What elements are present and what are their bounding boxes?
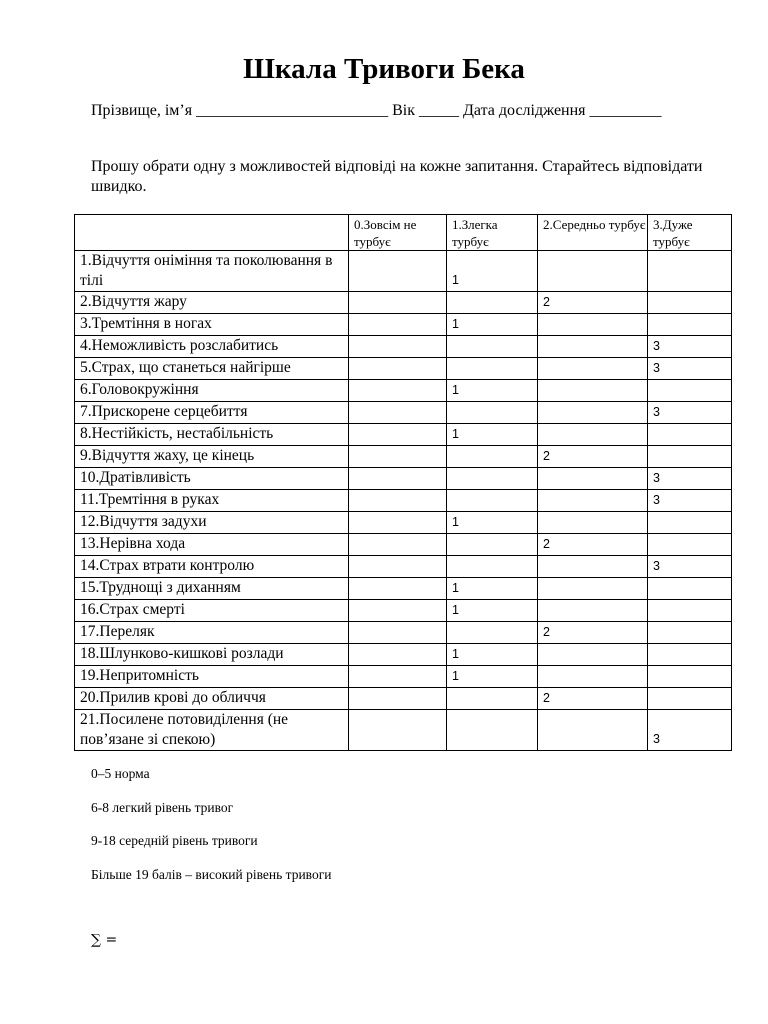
empty-cell [538,578,648,600]
item-label: 18.Шлунково-кишкові розлади [75,644,349,666]
empty-cell [648,622,732,644]
item-label: 20.Прилив крові до обличчя [75,688,349,710]
score-cell: 1 [447,578,538,600]
table-row [75,402,732,424]
score-cell: 1 [447,314,538,336]
empty-cell [538,336,648,358]
table-row [75,358,732,380]
table-row [75,468,732,490]
empty-cell [538,314,648,336]
score-cell: 3 [648,710,732,751]
empty-cell [538,512,648,534]
score-cell: 3 [648,556,732,578]
item-label: 10.Дратівливість [75,468,349,490]
empty-cell [648,446,732,468]
score-cell: 1 [447,380,538,402]
score-cell: 3 [648,336,732,358]
empty-cell [538,644,648,666]
empty-cell [538,556,648,578]
item-label: 21.Посилене потовиділення (не пов’язане зі спекою) [75,710,349,751]
empty-cell [447,358,538,380]
table-row [75,292,732,314]
sum-label: ∑ = [91,932,118,948]
score-cell: 2 [538,534,648,556]
empty-cell [447,710,538,751]
anxiety-scale-table [74,214,732,751]
respondent-info-line: Прізвище, ім’я ________________________ Вік _____ Дата дослідження _________ [91,102,662,119]
empty-cell [538,468,648,490]
item-label: 9.Відчуття жаху, це кінець [75,446,349,468]
empty-cell [349,336,447,358]
table-header-row [75,215,732,251]
empty-cell [648,578,732,600]
table-row [75,578,732,600]
score-cell: 2 [538,622,648,644]
table-row [75,644,732,666]
table-row [75,446,732,468]
score-cell: 3 [648,490,732,512]
empty-cell [648,314,732,336]
empty-cell [538,490,648,512]
empty-cell [447,556,538,578]
empty-cell [648,666,732,688]
score-cell: 1 [447,251,538,292]
table-row [75,336,732,358]
empty-cell [349,402,447,424]
empty-cell [349,534,447,556]
empty-cell [538,251,648,292]
table-row [75,534,732,556]
empty-cell [447,534,538,556]
score-cell: 2 [538,292,648,314]
table-row [75,688,732,710]
header-cell-severely: 3.Дуже турбує [648,215,732,251]
empty-cell [349,710,447,751]
score-cell: 3 [648,468,732,490]
item-label: 19.Непритомність [75,666,349,688]
item-label: 13.Нерівна хода [75,534,349,556]
score-legend [91,765,691,899]
empty-cell [349,622,447,644]
table-row [75,600,732,622]
score-cell: 2 [538,688,648,710]
empty-cell [648,688,732,710]
item-label: 11.Тремтіння в руках [75,490,349,512]
item-label: 8.Нестійкість, нестабільність [75,424,349,446]
empty-cell [349,380,447,402]
empty-cell [447,468,538,490]
empty-cell [538,600,648,622]
header-cell-blank [75,215,349,251]
empty-cell [349,446,447,468]
table-row [75,556,732,578]
item-label: 5.Страх, що станеться найгірше [75,358,349,380]
empty-cell [447,622,538,644]
item-label: 14.Страх втрати контролю [75,556,349,578]
table-row [75,314,732,336]
empty-cell [349,512,447,534]
empty-cell [538,402,648,424]
empty-cell [538,358,648,380]
empty-cell [447,446,538,468]
empty-cell [447,490,538,512]
item-label: 3.Тремтіння в ногах [75,314,349,336]
page-title: Шкала Тривоги Бека [243,53,525,85]
item-label: 12.Відчуття задухи [75,512,349,534]
empty-cell [648,600,732,622]
empty-cell [648,512,732,534]
empty-cell [447,688,538,710]
header-cell-not-at-all: 0.Зовсім не турбує [349,215,447,251]
empty-cell [648,380,732,402]
item-label: 16.Страх смерті [75,600,349,622]
empty-cell [648,424,732,446]
item-label: 2.Відчуття жару [75,292,349,314]
score-cell: 1 [447,424,538,446]
item-label: 4.Неможливість розслабитись [75,336,349,358]
item-label: 6.Головокружіння [75,380,349,402]
score-cell: 3 [648,358,732,380]
item-label: 1.Відчуття оніміння та поколювання в тілі [75,251,349,292]
empty-cell [349,556,447,578]
score-cell: 1 [447,512,538,534]
table-row [75,424,732,446]
item-label: 17.Переляк [75,622,349,644]
item-label: 15.Труднощі з диханням [75,578,349,600]
legend-item: 0–5 норма [91,766,150,781]
table-row [75,380,732,402]
table-row [75,512,732,534]
score-cell: 1 [447,600,538,622]
header-cell-moderately: 2.Середньо турбує [538,215,648,251]
empty-cell [538,380,648,402]
empty-cell [349,600,447,622]
table-row [75,666,732,688]
empty-cell [349,644,447,666]
empty-cell [447,336,538,358]
empty-cell [447,402,538,424]
empty-cell [349,578,447,600]
empty-cell [349,424,447,446]
legend-item: 6-8 легкий рівень тривог [91,799,234,815]
empty-cell [349,358,447,380]
empty-cell [349,666,447,688]
empty-cell [349,490,447,512]
empty-cell [349,314,447,336]
score-cell: 1 [447,644,538,666]
empty-cell [538,666,648,688]
empty-cell [349,292,447,314]
table-row [75,251,732,292]
instructions: Прошу обрати одну з можливостей відповіді на кожне запитання. Старайтесь відповідати швидко. [91,158,703,195]
empty-cell [648,534,732,556]
score-cell: 2 [538,446,648,468]
score-cell: 3 [648,402,732,424]
empty-cell [349,688,447,710]
empty-cell [648,292,732,314]
table-row [75,622,732,644]
table-row [75,490,732,512]
legend-item: Більше 19 балів – високий рівень тривоги [91,866,332,882]
table-row [75,710,732,751]
empty-cell [648,644,732,666]
empty-cell [538,424,648,446]
legend-item: 9-18 середній рівень тривоги [91,833,258,848]
empty-cell [538,710,648,751]
header-cell-mildly: 1.Злегка турбує [447,215,538,251]
empty-cell [349,251,447,292]
item-label: 7.Прискорене серцебиття [75,402,349,424]
score-cell: 1 [447,666,538,688]
empty-cell [447,292,538,314]
empty-cell [349,468,447,490]
empty-cell [648,251,732,292]
